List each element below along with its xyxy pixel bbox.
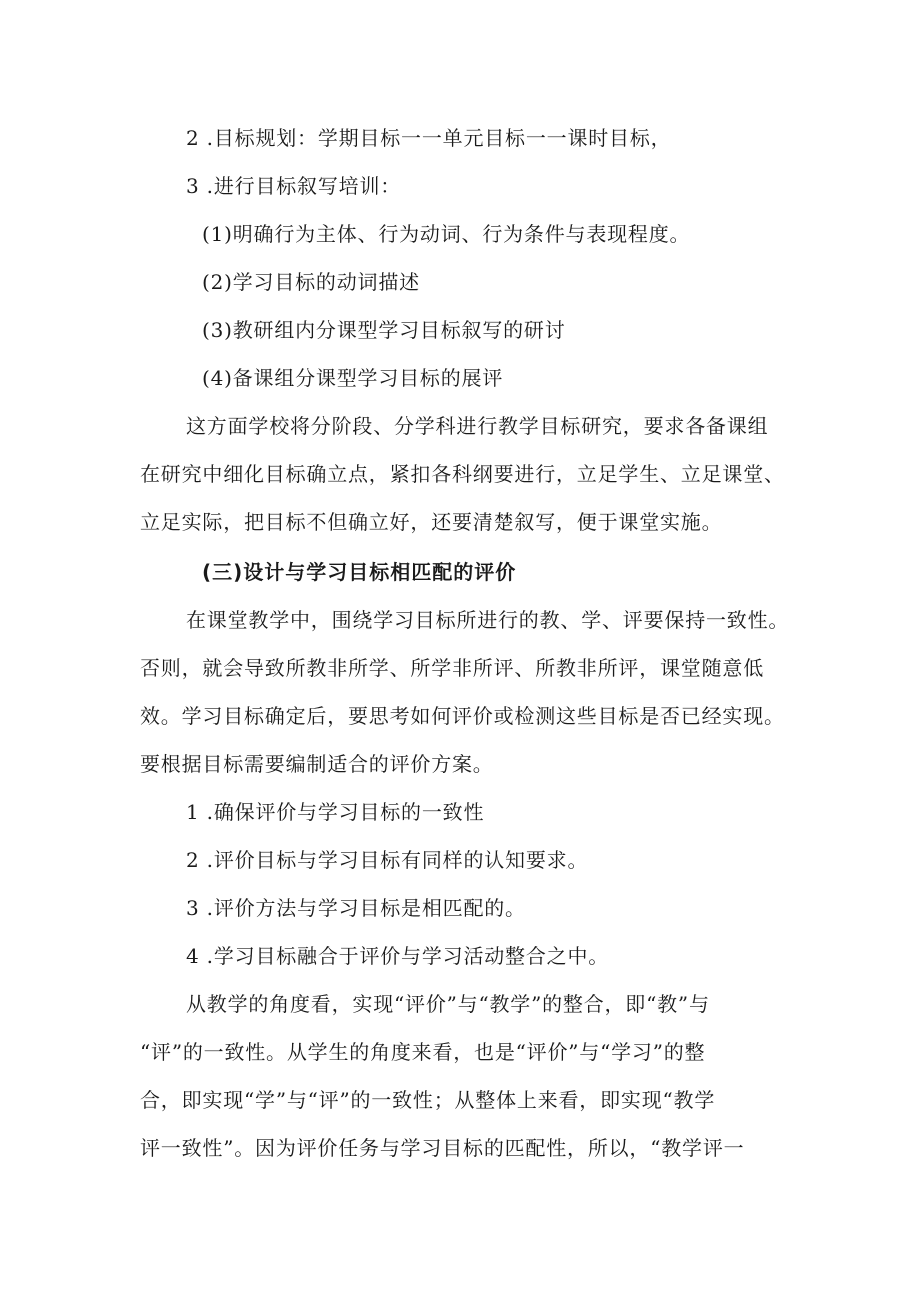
list-item-consistency: 1 .确保评价与学习目标的一致性: [186, 800, 485, 824]
paragraph-line: 立足实际，把目标不但确立好，还要清楚叙写，便于课堂实施。: [140, 510, 723, 534]
sub-item-2: (2)学习目标的动词描述: [202, 270, 420, 294]
list-item-goal-planning: 2 .目标规划：学期目标一一单元目标一一课时目标，: [186, 126, 672, 150]
paragraph-line: 在研究中细化目标确立点，紧扣各科纲要进行，立足学生、立足课堂、: [140, 462, 785, 486]
paragraph-line: 效。学习目标确定后，要思考如何评价或检测这些目标是否已经实现。: [140, 704, 785, 728]
paragraph-line: “评”的一致性。从学生的角度来看，也是“评价”与“学习”的整: [140, 1040, 706, 1064]
sub-item-1: (1)明确行为主体、行为动词、行为条件与表现程度。: [202, 222, 691, 246]
paragraph-line: 否则，就会导致所教非所学、所学非所评、所教非所评，课堂随意低: [140, 656, 764, 680]
list-item-cognitive-requirements: 2 .评价目标与学习目标有同样的认知要求。: [186, 848, 589, 872]
paragraph-line: 要根据目标需要编制适合的评价方案。: [140, 752, 494, 776]
sub-item-4: (4)备课组分课型学习目标的展评: [202, 366, 504, 390]
list-item-integration: 4 .学习目标融合于评价与学习活动整合之中。: [186, 944, 610, 968]
paragraph-line: 合，即实现“学”与“评”的一致性；从整体上来看，即实现“教学: [140, 1088, 716, 1112]
section-heading: (三)设计与学习目标相匹配的评价: [202, 560, 517, 584]
sub-item-3: (3)教研组内分课型学习目标叙写的研讨: [202, 318, 566, 342]
paragraph-line: 评一致性”。因为评价任务与学习目标的匹配性，所以，“教学评一: [140, 1136, 745, 1160]
paragraph-line: 这方面学校将分阶段、分学科进行教学目标研究，要求各备课组: [186, 414, 769, 438]
paragraph-line: 在课堂教学中，围绕学习目标所进行的教、学、评要保持一致性。: [186, 608, 790, 632]
list-item-goal-writing-training: 3 .进行目标叙写培训：: [186, 174, 402, 198]
paragraph-line: 从教学的角度看，实现“评价”与“教学”的整合，即“教”与: [186, 992, 710, 1016]
list-item-methods-match: 3 .评价方法与学习目标是相匹配的。: [186, 896, 526, 920]
